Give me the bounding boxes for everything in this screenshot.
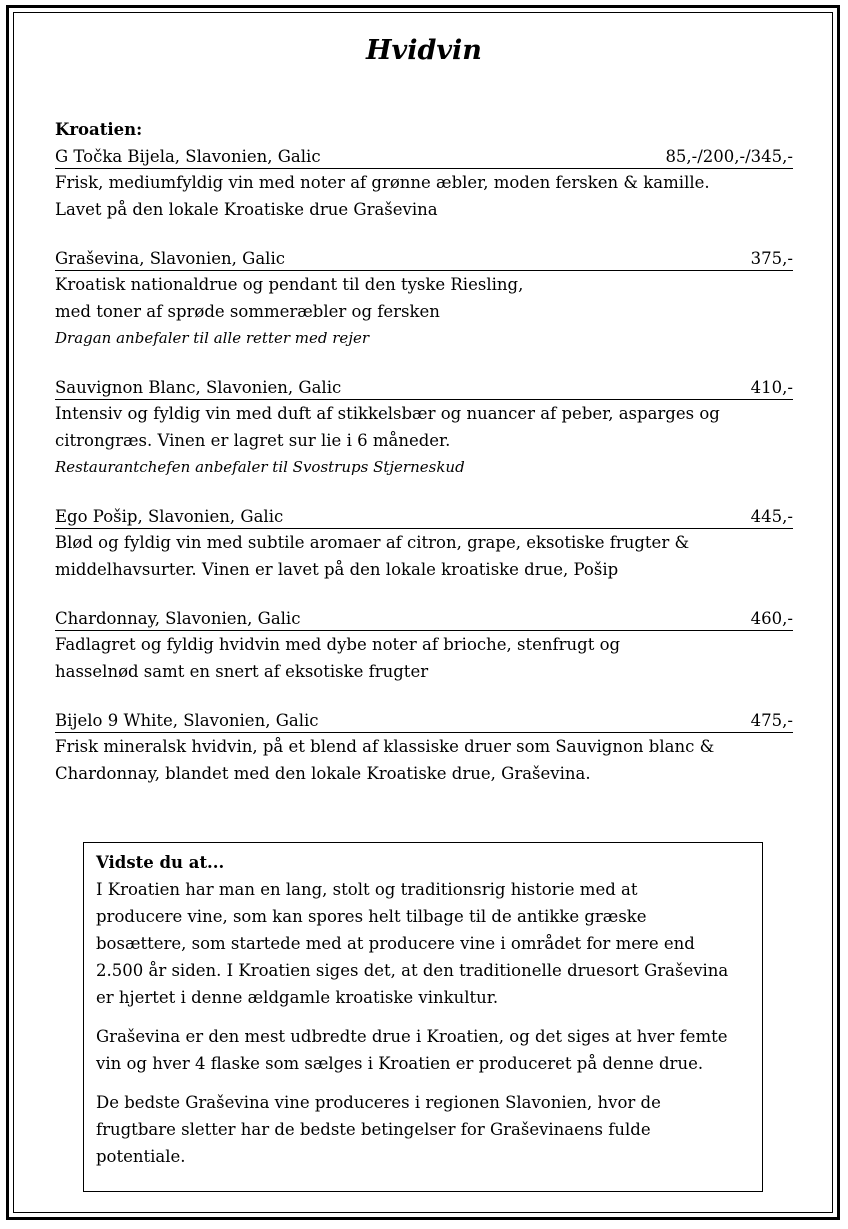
wine-description-line: Frisk, mediumfyldig vin med noter af grønne æbler, moden fersken & kamille. xyxy=(55,173,710,192)
wine-header xyxy=(55,503,793,529)
info-line: frugtbare sletter har de bedste betingelser for Graševinaens fulde xyxy=(96,1120,651,1139)
wine-description-line: Blød og fyldig vin med subtile aromaer af citron, grape, eksotiske frugter & xyxy=(55,533,690,552)
wine-recommendation: Restaurantchefen anbefaler til Svostrups Stjerneskud xyxy=(55,458,465,476)
wine-entry xyxy=(55,707,793,787)
region-heading: Kroatien: xyxy=(55,120,143,139)
wine-recommendation: Dragan anbefaler til alle retter med rejer xyxy=(55,329,370,347)
wine-description-line: Frisk mineralsk hvidvin, på et blend af klassiske druer som Sauvignon blanc & xyxy=(55,737,715,756)
info-line: Graševina er den mest udbredte drue i Kroatien, og det siges at hver femte xyxy=(96,1027,728,1046)
info-box xyxy=(83,842,763,1192)
wine-description-line: citrongræs. Vinen er lagret sur lie i 6 måneder. xyxy=(55,431,451,450)
wine-description-line: med toner af sprøde sommeræbler og fersken xyxy=(55,302,440,321)
wine-description-line: Lavet på den lokale Kroatiske drue Graševina xyxy=(55,200,438,219)
info-line: bosættere, som startede med at producere vine i området for mere end xyxy=(96,934,695,953)
wine-price: 460,- xyxy=(750,609,793,628)
wine-entry xyxy=(55,503,793,583)
wine-entry xyxy=(55,374,793,481)
wine-header xyxy=(55,605,793,631)
info-line: vin og hver 4 flaske som sælges i Kroatien er produceret på denne drue. xyxy=(96,1054,704,1073)
info-line: potentiale. xyxy=(96,1147,186,1166)
page-title: Hvidvin xyxy=(366,35,482,66)
wine-name: Chardonnay, Slavonien, Galic xyxy=(55,609,301,628)
wine-price: 375,- xyxy=(750,249,793,268)
wine-price: 475,- xyxy=(750,711,793,730)
wine-entry xyxy=(55,245,793,352)
wine-description-line: Intensiv og fyldig vin med duft af stikkelsbær og nuancer af peber, asparges og xyxy=(55,404,720,423)
wine-name: Bijelo 9 White, Slavonien, Galic xyxy=(55,711,319,730)
wine-price: 445,- xyxy=(750,507,793,526)
wine-name: Graševina, Slavonien, Galic xyxy=(55,249,285,268)
info-line: producere vine, som kan spores helt tilbage til de antikke græske xyxy=(96,907,647,926)
wine-name: Ego Pošip, Slavonien, Galic xyxy=(55,507,284,526)
wine-price: 410,- xyxy=(750,378,793,397)
info-line: 2.500 år siden. I Kroatien siges det, at den traditionelle druesort Graševina xyxy=(96,961,729,980)
wine-description-line: Chardonnay, blandet med den lokale Kroatiske drue, Graševina. xyxy=(55,764,591,783)
info-line: I Kroatien har man en lang, stolt og traditionsrig historie med at xyxy=(96,880,638,899)
info-title: Vidste du at... xyxy=(96,853,225,872)
wine-description-line: hasselnød samt en snert af eksotiske frugter xyxy=(55,662,429,681)
info-paragraph xyxy=(96,1023,750,1077)
wine-price: 85,-/200,-/345,- xyxy=(665,147,793,166)
wine-list xyxy=(55,116,793,809)
wine-header xyxy=(55,245,793,271)
info-paragraph xyxy=(96,876,750,1011)
wine-description-line: Kroatisk nationaldrue og pendant til den tyske Riesling, xyxy=(55,275,524,294)
wine-description-line: middelhavsurter. Vinen er lavet på den lokale kroatiske drue, Pošip xyxy=(55,560,619,579)
wine-entry xyxy=(55,605,793,685)
wine-entry xyxy=(55,143,793,223)
wine-header xyxy=(55,707,793,733)
wine-name: Sauvignon Blanc, Slavonien, Galic xyxy=(55,378,342,397)
info-paragraphs xyxy=(96,876,750,1170)
wine-header xyxy=(55,374,793,400)
wine-header xyxy=(55,143,793,169)
info-line: er hjertet i denne ældgamle kroatiske vinkultur. xyxy=(96,988,499,1007)
wine-entries xyxy=(55,143,793,787)
wine-name: G Točka Bijela, Slavonien, Galic xyxy=(55,147,321,166)
info-paragraph xyxy=(96,1089,750,1170)
wine-description-line: Fadlagret og fyldig hvidvin med dybe noter af brioche, stenfrugt og xyxy=(55,635,621,654)
info-line: De bedste Graševina vine produceres i regionen Slavonien, hvor de xyxy=(96,1093,661,1112)
